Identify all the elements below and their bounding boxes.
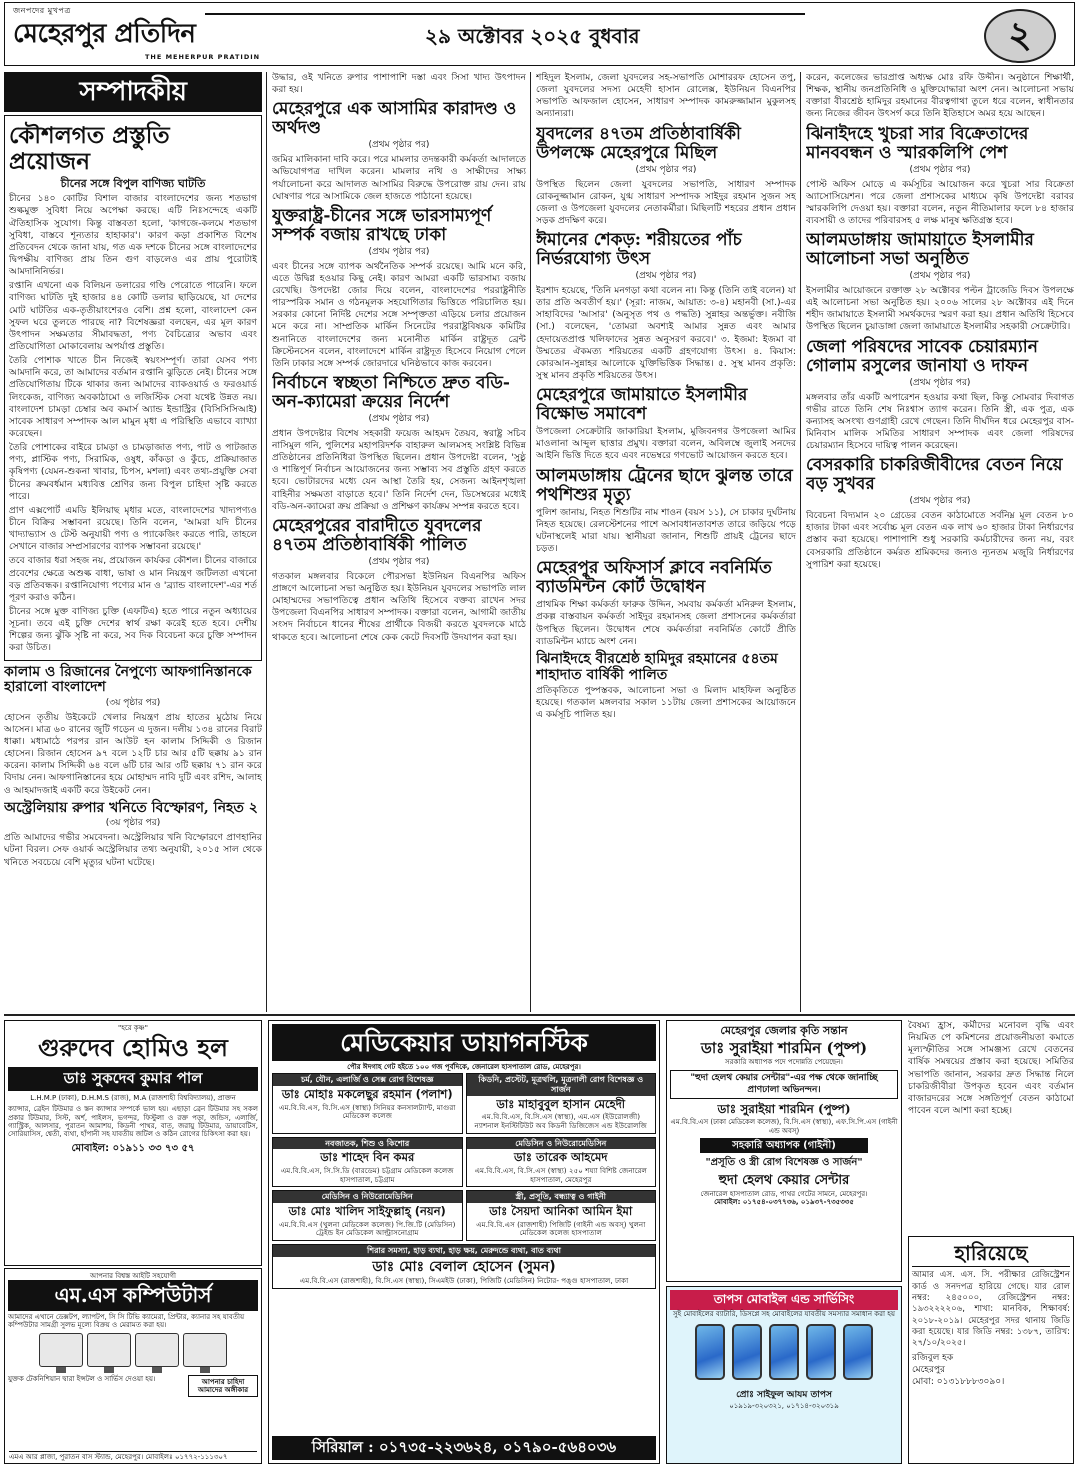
article-paragraph: ইরশাদ হয়েছে, 'তিনি মনগড়া কথা বলেন না। কিন্তু (তিনি তাই বলেন) যা তার প্রতি অবতীর্ণ হয়।' (সূরা: নাজম, আয়াত: ৩-৪) মহানবী (সা.)-এর সাহাবিদের 'আসার' (অনুসৃত পথ ও পদ্ধতি) সুন্নাহর অন্তর্ভুক্ত। নবীজি (সা.) বলেছেন, 'তোমরা অবশ্যই আমার সুন্নত এবং আমার হেদায়েতপ্রাপ্ত খলিফাদের সুন্নত অনুসরণ করবে।' ৩. ইজমা: ইজমা বা উম্মতের ঐকমত্য শরিয়তের একটি গ্রহণযোগ্য উৎস। ৪. কিয়াস: কোরআন-সুন্নাহর আলোকে যুক্তিভিত্তিক সিদ্ধান্ত। ৫. সুস্থ মানব প্রকৃতি: সুস্থ মানব প্রকৃতি শরিয়তের উৎস। (536, 285, 796, 381)
column-divider (530, 72, 531, 1012)
printer-icon (183, 1333, 227, 1367)
congrats-centre-phone: মোবাইল: ০১৭৫৪-০৩৭৭৩৬, ০১৯৩৭-৭৩৫৩৩৫ (714, 1197, 854, 1206)
issue-date: ২৯ অক্টোবর ২০২৫ বুধবার (425, 24, 640, 48)
article-paragraph: পুলিশ জানায়, নিহত শিশুটির নাম শাওন (বয়স ১১), সে চাকার দুর্ঘটনায় নিহত হয়েছে। রেলস্টেশনের পাশে অসাবধানতাবশত তারে জড়িয়ে পড়ে ঘটনাস্থলেই মারা যায়। স্থানীয়রা জানান, শিশুটি প্রায়ই ট্রেনের ছাদে চড়ত। (536, 506, 796, 555)
article-paragraph: তৈরি পোশাক খাতে চীন নিজেই স্বয়ংসম্পূর্ণ। তারা যেসব পণ্য আমদানি করে, তা আমাদের বর্তমান রপ্তানি ঝুড়িতে নেই। চীনের সঙ্গে প্রতিযোগিতায় টিকে থাকার জন্য আমাদের ব্যাকওয়ার্ড ও ফরওয়ার্ড লিংকেজ, বাণিজ্য অবকাঠামো ও লজিস্টিক সেবা যথেষ্ট উন্নত নয়। বাংলাদেশ চামড়া চেম্বার অব কমার্স অ্যান্ড ইন্ডাস্ট্রির (বিসিসিসিআই) সাবেক সাধারণ সম্পাদক আল মামুন মৃধা এ পরিস্থিতি এভাবে ব্যাখ্যা করেছেন। (9, 355, 257, 439)
headline-cricket: কালাম ও রিজানের নৈপুণ্যে আফগানিস্তানকে হারালো বাংলাদেশ (4, 663, 252, 696)
doctor-degree: এম.বি.বি.এস, বি.সি.এস (স্বাস্থ্য), এম.এস (ইউরোলজী) ন্যাশনাল ইনস্টিটিউট অব কিডনী ডিজিজেস এন্ড ইউরোলজি (474, 1112, 647, 1131)
doctor-degree: এম.বি.বি.এস, বি.সি.এস (স্বাস্থ্য) ২৫০ শয্যা বিশিষ্ট জেনারেল হাসপাতাল, মেহেরপুর (474, 1166, 647, 1184)
article-paragraph: চীনের ১৪০ কোটির বিশাল বাজার বাংলাদেশের জন্য শতভাগ শুল্কমুক্ত সুবিধা নিয়ে অপেক্ষা করছে। এটি নিঃসন্দেহে একটি ঐতিহাসিক সুযোগ। কিন্তু বাস্তবতা হলো, 'কাগজে-কলমে শতভাগ সুবিধা, বাস্তবে শূন্যতার হাহাকার'। কারণ কড়া প্রকাশিত বিশেষ প্রতিবেদন থেকে জানা যায়, গত এক দশকে চীনের সঙ্গে বাংলাদেশের দ্বিপক্ষীয় বাণিজ্য প্রায় তিন গুণ বাড়লেও এর প্রায় পুরোটাই আমদানিনির্ভর। (9, 193, 257, 278)
ads-divider (4, 1014, 1075, 1016)
newspaper-logo: মেহেরপুর প্রতিদিন (13, 19, 196, 49)
ad-ms-computers (4, 1268, 262, 1464)
ad-tagline: "হরে কৃষ্ণ" (118, 1024, 148, 1032)
article-paragraph: শহিদুল ইসলাম, জেলা যুবদলের সহ-সভাপতি মোশাররফ হোসেন তপু, জেলা যুবদলের সদস্য মেহেদী হাসান রোলেক্স, ইউনিয়ন বিএনপির সভাপতি আফজাল হোসেন, সাধারণ সম্পাদক কামরুজ্জামান মুকুলসহ অন্যান্যরা। (536, 72, 796, 120)
headline-jamaat-meeting: আলমডাঙ্গায় জামায়াতে ইসলামীর আলোচনা সভা অনুষ্ঠিত (806, 230, 1034, 270)
continued-label: (প্রথম পৃষ্ঠার পর) (635, 164, 697, 175)
headline-diplomacy: যুক্তরাষ্ট্র-চীনের সঙ্গে ভারসাম্যপূর্ণ সম্পর্ক বজায় রাখছে ঢাকা (272, 205, 492, 245)
editorial-headline: কৌশলগত প্রস্তুতি প্রয়োজন (9, 122, 170, 176)
ad-computer-body: আমাদের এখানে ডেক্সটপ, ল্যাপটপ, সি সি টিভি ক্যামেরা, প্রিন্টার, ক্যানার সহ যাবতীয় কম্পিউটার সামগ্রী সুলভ মূল্যে বিক্রয় ও মেরামত করা হয়। (8, 1312, 245, 1330)
monitor-icon (39, 1333, 83, 1367)
article-paragraph: প্রতি আমাদের গভীর সমবেদনা। অস্ট্রেলিয়ার খনি বিস্ফোরণে প্রাণহানির ঘটনা বিরল। সেফ ওয়ার্ক অস্ট্রেলিয়ার তথ্য অনুযায়ী, ২০১৫ সাল থেকে খনিতে সবচেয়ে বেশি মৃত্যুর ঘটনা ঘটেছে। (4, 832, 262, 868)
doctor-card (466, 1190, 657, 1241)
ad-homeo-hall (4, 1020, 262, 1266)
news-column-2 (272, 72, 526, 1012)
monitor-icon (87, 1333, 131, 1367)
computer-icons (8, 1333, 258, 1367)
congrats-centre: হুদা হেলথ কেয়ার সেন্টার (718, 1173, 850, 1189)
article-paragraph: তবে বাজার ধরা সহজ নয়, প্রয়োজন কার্যকর কৌশল। চীনের বাজারে প্রবেশের ক্ষেত্রে অশুল্ক বাধা, ভাষা ও মান নিয়ন্ত্রণ জটিলতা এখনো বড় প্রতিবন্ধক। রপ্তানিযোগ্য পণ্যের মান ও 'ব্র্যান্ড বাংলাদেশ'-এর শর্ত পূরণ করাও কঠিন। (9, 555, 257, 603)
headline-mine-blast: অস্ট্রেলিয়ায় রুপার খনিতে বিস্ফোরণ, নিহত ২ (4, 799, 258, 816)
doctor-speciality: মেডিসিন ও নিউরোমেডিসিন (467, 1138, 656, 1150)
editorial-column (4, 72, 262, 1012)
continued-label: (প্রথম পৃষ্ঠার পর) (368, 414, 430, 425)
page-number: ২ (984, 9, 1056, 63)
column-divider (266, 72, 267, 1012)
ad-homeo-doctor: ডাঃ সুকদেব কুমার পাল (8, 1067, 258, 1091)
ad-homeo-phone: মোবাইল: ০১৯১১ ৩৩ ৭৩ ৫৭ (71, 1142, 195, 1154)
article-paragraph: জমির মালিকানা দাবি করে। পরে মামলার তদন্তকারী কর্মকর্তা আদালতে অভিযোগপত্র দাখিল করেন। মামলার নথি ও সাক্ষীদের সাক্ষ্য পর্যালোচনা করে আদালত আসামির বিরুদ্ধে উপরোক্ত রায় দেন। রায় ঘোষণার পরে আসামিকে জেল হাজতে পাঠানো হয়েছে। (272, 154, 526, 202)
ad-congratulations (666, 1020, 902, 1282)
ad-homeo-body: ক্যান্সার, ব্রেইন টিউমার ও স্তন ক্যান্সার সম্পর্কে ভাল হয়। এছাড়া ব্রেন টিউমার সহ সকল প্রকার টিউমার, সিস্ট, অর্শ, পাইলস, ভগন্দর, ফিস্টুলা ও রক্ত পড়া, জন্ডিস, এলার্জি, গ্যাস্ট্রিক, আলসার, পুরাতন আমাশয়, কিডনী পাথর, বাত, জরায়ু টিউমার, ডায়াবেটিস, সোরিয়াসিস, শ্বেতী, ব্যথা, হাঁপানী সহ যাবতীয় জটিল ও কঠিন রোগের চিকিৎসা করা হয়। (8, 1105, 258, 1139)
headline-badminton: মেহেরপুর অফিসার্স ক্লাবে নবনির্মিত ব্যাডমিন্টন কোর্ট উদ্বোধন (536, 558, 772, 598)
doctor-card (272, 1137, 463, 1188)
headline-funeral: জেলা পরিষদের সাবেক চেয়ারম্যান গোলাম রসুলের জানাযা ও দাফন (806, 336, 1038, 376)
doctor-name: ডাঃ মোহাঃ মকলেছুর রহমান (পলাশ) (281, 1086, 453, 1101)
doctor-speciality: মেডিসিন ও নিউরোমেডিসিন (273, 1191, 462, 1203)
doctor-degree: এম.বি.বি.এস (রাজশাহী), বি.সি.এস (স্বাস্থ্য), সিএমইউ (ঢাকা), পিজিটি (মেডিসিন) নিটোর- পঙ্গু হাসপাতাল, ঢাকা (299, 1276, 629, 1286)
headline-jubodal-baradi: মেহেরপুরের বারাদীতে যুবদলের ৪৭তম প্রতিষ্ঠাবার্ষিকী পালিত (272, 515, 482, 555)
ad-diag-address: পৌর ঈদগাহ গেট হইতে ১০০ গজ পূর্বদিকে, জেনারেল হাসপাতাল রোড, মেহেরপুর। (347, 1063, 581, 1071)
doctor-card (466, 1073, 657, 1133)
article-paragraph: প্রাণ এক্সপোর্ট এমডি ইলিয়াছ মৃধার মতে, বাংলাদেশের খাদ্যপণ্যও চীনে বিক্রির সম্ভাবনা রয়েছে। তিনি বলেন, 'আমরা যদি চীনের খাদ্যাভ্যাস ও টেস্ট অনুযায়ী পণ্য ও প্যাকেজিং করতে পারি, তাহলে সেখানে বাজার সম্প্রসারণের ব্যাপক সম্ভাবনা রয়েছে।' (9, 504, 257, 553)
congrats-name-2: ডাঃ সুরাইয়া শারমিন (পুষ্প) (717, 1102, 851, 1117)
masthead-rule (205, 13, 805, 15)
doctor-degree: এম.বি.বি.এস (খুলনা মেডিকেল কলেজ) পি.জি.টি (মেডিসিন) ট্রেইন্ড ইন মেডিকেল আল্ট্রাসনোগ্রাম (279, 1219, 456, 1238)
doctor-card (466, 1137, 657, 1188)
congrats-wish: "হুদা হেলথ কেয়ার সেন্টার"-এর পক্ষ থেকে জানাচ্ছি প্রাণঢালা অভিনন্দন। (670, 1070, 898, 1100)
doctor-speciality: চর্ম, যৌন, এলার্জি ও সেক্স রোগ বিশেষজ্ঞ (273, 1074, 462, 1086)
ad-diag-serial: সিরিয়াল : ০১৭৩৫-২২৩৬২৪, ০১৭৯০-৫৬৪০৩৬ (272, 1436, 656, 1460)
continued-label: (৩য় পৃষ্ঠার পর) (105, 818, 161, 829)
article-paragraph: উপজেলা সেক্রেটারি জাকারিয়া ইসলাম, মুজিবনগর উপজেলা আমির মাওলানা আব্দুল ছাত্তার প্রমুখ। বক্তারা বলেন, অবিলম্বে জুলাই সনদের আইনি ভিত্তি দিতে হবে এবং নভেম্বরে গণভোট আয়োজন করতে হবে। (536, 426, 796, 462)
ad-computer-address: এমএ আর প্লাজা, পুরাতন বাস স্ট্যান্ড, মেহেরপুর। মোবাইলঃ ০১৭৭২-১১১৩০৭ (9, 1451, 257, 1461)
continued-label: (প্রথম পৃষ্ঠার পর) (368, 140, 430, 151)
headline-train-accident: আলমডাঙ্গায় ট্রেনের ছাদে ঝুলন্ত তারে পথশিশুর মৃত্যু (536, 465, 793, 505)
smartphone-icon (769, 1324, 799, 1380)
news-column-4 (806, 72, 1074, 1012)
doctor-name: ডাঃ সৈয়দা আনিকা আমিন ইমা (489, 1203, 633, 1218)
section-title-editorial: সম্পাদকীয় (4, 72, 262, 112)
article-paragraph: তৈরি পোশাকের বাইরে চামড়া ও চামড়াজাত পণ্য, পাট ও পাটজাত পণ্য, প্লাস্টিক পণ্য, সিরামিক, ওষুধ, কাঁকড়া ও কুঁচে, প্রক্রিয়াজাত কৃষিপণ্য (যেমন-শুকনা খাবার, চিপস, মশলা) এবং তথ্য-প্রযুক্তি সেবা চীনের ক্রমবর্ধমান মধ্যবিত্ত শ্রেণির জন্য বিপুল চাহিদা সৃষ্টি করতে পারে। (9, 442, 257, 502)
article-paragraph: উদ্ধার, ওই খনিতে রুপার পাশাপাশি দস্তা এবং সিসা খাদ্য উৎপাদন করা হয়। (272, 72, 526, 96)
lost-notice (908, 1236, 1074, 1464)
lost-notice-body: আমার এস. এস. সি. পরীক্ষার রেজিস্ট্রেশন কার্ড ও সনদপত্র হারিয়ে গেছে। যার রোল নম্বর: ২৪৫০০০, রেজিস্ট্রেশন নম্বর: ১৯৩২২২২০৬, শাখা: মানবিক, শিক্ষাবর্ষ: ২০১৮-২০১৯। মেহেরপুর সদর থানায় জিডি করা হয়েছে। যার জিডি নম্বর: ১৩৮৭, তারিখ: ২৭/১০/২০২৫। (912, 1270, 1070, 1349)
ad-tagline: আপনার বিশ্বস্ত আইটি সহযোগী (90, 1272, 176, 1280)
masthead (4, 2, 1075, 66)
doctor-degree: এম.বি.বি.এস (রাজশাহী) পিজিটি (গাইনী এন্ড অবস্) খুলনা মেডিকেল কলেজ হাসপাতাল (476, 1219, 646, 1238)
doctor-speciality: স্ত্রী, প্রসূতি, বন্ধ্যাত্ব ও গাইনী (467, 1191, 656, 1203)
headline-fertilizer: ঝিনাইদহে খুচরা সার বিক্রেতাদের মানববন্ধন ও স্মারকলিপি পেশ (806, 123, 1029, 163)
continued-label: (প্রথম পৃষ্ঠার পর) (635, 271, 697, 282)
ad-diag-title: মেডিকেয়ার ডায়াগনস্টিক (272, 1024, 656, 1061)
congrats-speciality: "প্রসূতি ও স্ত্রী রোগ বিশেষজ্ঞ ও সার্জন" (705, 1157, 863, 1169)
ad-mobile-servicing (666, 1286, 902, 1464)
congrats-title: মেহেরপুর জেলার কৃতি সন্তান (720, 1024, 848, 1037)
headline-jamaat-rally: মেহেরপুরে জামায়াতে ইসলামীর বিক্ষোভ সমাবেশ (536, 385, 748, 425)
smartphone-icon (806, 1324, 836, 1380)
doctor-card (272, 1244, 656, 1289)
ad-medicare-diagnostic (268, 1020, 660, 1464)
smartphone-icon (732, 1324, 762, 1380)
article-paragraph: এবং চীনের সঙ্গে ব্যাপক অর্থনৈতিক সম্পর্ক রয়েছে। আমি মনে করি, এতে উদ্বিগ্ন হওয়ার কিছু নেই। কারণ আমরা একটি ভারসাম্য বজায় রেখেছি। উপদেষ্টা জোর দিয়ে বলেন, বাংলাদেশের পররাষ্ট্রনীতি পারস্পরিক সমান ও গঠনমূলক সহযোগিতার ভিত্তিতে পরিচালিত হয়। সরকার কোনো নির্দিষ্ট দেশের সঙ্গে সম্পৃক্ততা এড়িয়ে চলার প্রয়োজন মনে করে না। সাম্প্রতিক মার্কিন সিনেটের পররাষ্ট্রবিষয়ক কমিটির শুনানিতে বাংলাদেশের জন্য মনোনীত মার্কিন রাষ্ট্রদূত ব্রেন্ট ক্রিস্টেনসেন বলেন, বাংলাদেশে মার্কিন রাষ্ট্রদূত হিসেবে নিয়োগ পেলে তিনি ঢাকার সঙ্গে সম্পর্ক জোরদারে ঘনিষ্ঠভাবে কাজ করবেন। (272, 260, 526, 369)
headline-religion: ঈমানের শেকড়: শরীয়তের পাঁচ নির্ভরযোগ্য উৎস (536, 230, 742, 270)
ad-homeo-degree: L.H.M.P (ঢাকা), D.H.M.S (রাজ), M.A (রাজশাহী বিশ্ববিদ্যালয়), প্রাক্তন (30, 1093, 236, 1102)
doctor-degree: এম.বি.বি.এস, সি.সি.ডি (বারডেম) চট্টগ্রাম মেডিকেল কলেজ হাসপাতাল, চট্টগ্রাম (280, 1166, 454, 1184)
continued-label: (প্রথম পৃষ্ঠার পর) (909, 164, 971, 175)
smartphone-icon (843, 1324, 873, 1380)
continued-label: (প্রথম পৃষ্ঠার পর) (368, 556, 430, 567)
lost-notice-name: রজিবুল হক (912, 1352, 954, 1363)
headline-salary: বেসরকারি চাকরিজীবীদের বেতন নিয়ে বড় সুখবর (806, 455, 1063, 495)
continued-label: (প্রথম পৃষ্ঠার পর) (368, 246, 430, 257)
article-paragraph: বিবেচনা বিদ্যমান ২০ গ্রেডের বেতন কাঠামোতে সর্বনিম্ন মূল বেতন ৮০ হাজার টাকা এবং সর্বোচ্চ মূল বেতন এক লাখ ৬০ হাজার টাকা নির্ধারণের প্রস্তাব করা হয়েছে। পাশাপাশি শুধু সরকারি কর্মচারীদের জন্য নয়, বরং বেসরকারি প্রতিষ্ঠানে কর্মরত শ্রমিকদের জন্যও ন্যূনতম মজুরি নির্ধারণের সুপারিশ করা হয়েছে। (806, 510, 1074, 570)
lost-notice-phone: মোবা: ০১৩১৮৮৮৩০৯০। (912, 1376, 1005, 1387)
congrats-centre-address: জেনারেল হাসপাতাল রোড, পাথর গেটের সামনে, মেহেরপুর। (700, 1189, 868, 1198)
editorial-subheadline: চীনের সঙ্গে বিপুল বাণিজ্য ঘাটতি (60, 176, 206, 190)
article-paragraph: প্রতিকৃতিতে পুষ্পস্তবক, আলোচনা সভা ও মিলাদ মাহফিল অনুষ্ঠিত হয়েছে। গতকাল মঙ্গলবার সকাল ১১টায় জেলা প্রশাসকের আয়োজনে এ কর্মসূচি পালিত হয়। (536, 685, 796, 721)
headline-body-camera: নির্বাচনে স্বচ্ছতা নিশ্চিতে দ্রুত বডি-অন-ক্যামেরা ক্রয়ের নির্দেশ (272, 372, 510, 413)
article-paragraph: প্রধান উপদেষ্টার বিশেষ সহকারী ফয়েজ আহমদ তৈয়ব, স্বরাষ্ট্র সচিব নাসিমুল গনি, পুলিশের মহাপরিদর্শক বাহারুল আলমসহ সংশ্লিষ্ট বিভিন্ন প্রতিষ্ঠানের প্রতিনিধিরা উপস্থিত ছিলেন। প্রধান উপদেষ্টা বলেন, 'সুষ্ঠু ও শান্তিপূর্ণ নির্বাচন আয়োজনের জন্য সম্ভাব্য সব প্রস্তুতি গ্রহণ করতে হবে। ভোটারদের মধ্যে যেন আস্থা তৈরি হয়, সেজন্য আইনশৃঙ্খলা বাহিনীর সক্ষমতা বাড়াতে হবে।' তিনি নির্দেশ দেন, ডিসেম্বরের মধ্যেই বডি-অন-ক্যামেরা ক্রয় প্রক্রিয়া ও প্রশিক্ষণ কার্যক্রম সম্পন্ন করতে হবে। (272, 427, 526, 512)
congrats-badge: সহকারি অধ্যাপক (গাইনী) (700, 1138, 868, 1153)
ad-computer-badge: আপনার চাহিদা আমাদের অঙ্গীকার (188, 1375, 258, 1398)
continued-label: (৩য় পৃষ্ঠার পর) (105, 697, 161, 708)
article-paragraph: করেন, কলেজের ভারপ্রাপ্ত অধ্যক্ষ মোঃ রফি উদ্দীন। অনুষ্ঠানে শিক্ষার্থী, শিক্ষক, স্থানীয় জনপ্রতিনিধি ও মুক্তিযোদ্ধারা অংশ নেন। আলোচনা সভায় বক্তারা বীরশ্রেষ্ঠ হামিদুর রহমানের বীরত্বগাথা তুলে ধরে বলেন, স্বাধীনতার জন্য নিজের জীবন উৎসর্গ করে তিনি ইতিহাসে অমর হয়ে আছেন। (806, 72, 1074, 120)
doctor-speciality: নবজাতক, শিশু ও কিশোর (273, 1138, 462, 1150)
ad-computer-sub: যুক্তক টেকনিশিয়ান দ্বারা ইন্সটল ও সার্ভিস দেওয়া হয়। (8, 1374, 156, 1383)
column-divider (800, 72, 801, 1012)
ad-mobile-sub: সুই মোবাইলের ব্যাটারি, ডিসপ্লে সহ মোবাইলের যাবতীয় সমস্যার সমাধান করা হয় (672, 1309, 896, 1318)
ad-computer-title: এম.এস কম্পিউটার্স (8, 1280, 258, 1310)
article-paragraph: পোস্ট অফিস মোড়ে এ কর্মসূচির আয়োজন করে খুচরা সার বিক্রেতা অ্যাসোসিয়েশন। পরে জেলা প্রশাসকের মাধ্যমে কৃষি উপদেষ্টা বরাবর স্মারকলিপি দেওয়া হয়। বক্তারা বলেন, নতুন নীতিমালার ফলে ৮৪ হাজার ব্যবসায়ী ও তাদের পরিবারসহ ৫ লক্ষ মানুষ ক্ষতিগ্রস্ত হবে। (806, 178, 1074, 226)
article-paragraph: ইসলামীর আয়োজনে রক্তাক্ত ২৮ অক্টোবর পল্টন ট্রাজেডি দিবস উপলক্ষে এই আলোচনা সভা অনুষ্ঠিত হয়। ২০০৬ সালের ২৮ অক্টোবর এই দিনে শহীদ জামায়াতে ইসলামী সমর্থকদের স্মরণ করা হয়। প্রধান অতিথি হিসেবে উপস্থিত ছিলেন চুয়াডাঙ্গা জেলা জামায়াতে ইসলামীর সহকারী সেক্রেটারি। (806, 285, 1074, 333)
masthead-tagline: জনপদের মুখপত্র (13, 6, 71, 15)
news-column-3 (536, 72, 796, 1012)
salary-continuation (908, 1020, 1074, 1232)
article-paragraph: প্রাথমিক শিক্ষা কর্মকর্তা ফারুক উদ্দিন, সমবায় কর্মকর্তা মনিরুল ইসলাম, প্রকল্প বাস্তবায়ন কর্মকর্তা সাইদুর রহমানসহ জেলা প্রশাসনের কর্মকর্তারা উপস্থিত ছিলেন। উদ্বোধন শেষে কর্মকর্তারা নবনির্মিত কোর্টে প্রীতি ব্যাডমিন্টন ম্যাচে অংশ নেন। (536, 599, 796, 647)
continued-label: (প্রথম পৃষ্ঠার পর) (909, 377, 971, 388)
doctor-name: ডাঃ শাহেদ বিন কমর (320, 1150, 415, 1165)
article-paragraph: উপস্থিত ছিলেন জেলা যুবদলের সভাপতি, সাধারণ সম্পাদক রোকনুজ্জামান রোকন, যুগ্ম সাধারণ সম্পাদক সাইদুর রহমান সুজন সহ জেলা ও উপজেলা যুবদলের নেতাকর্মীরা। মিছিলটি শহরের প্রধান প্রধান সড়ক প্রদক্ষিণ করে। (536, 178, 796, 226)
newspaper-logo-english: THE MEHERPUR PRATIDIN (145, 53, 261, 61)
doctor-speciality: কিডনি, প্রস্টেট, মূত্রথলি, মূত্রনালী রোগ বিশেষজ্ঞ ও সার্জন (467, 1074, 656, 1095)
headline-jubodal-rally: যুবদলের ৪৭তম প্রতিষ্ঠাবার্ষিকী উপলক্ষে মেহেরপুরে মিছিল (536, 123, 741, 163)
doctor-name: ডাঃ মোঃ খালিদ সাইফুল্লাহ্ (নয়ন) (288, 1203, 446, 1218)
article-paragraph: হোসেন তৃতীয় উইকেটে খেলার নিয়ন্ত্রণ প্রায় হাতের মুঠোয় নিয়ে আসেন। মাত্র ৬০ রানের জুটি গড়েন এ দুজন। দলীয় ১৩৪ রানের বিরাট ধাক্কা। মধ্যমাঠে পরপর রান আউট হন কালাম সিদ্দিকী ও রিজান হোসেন। রিজান হোসেন ৯৭ বলে ১২টি চার আর ৫টি ছক্কায় ৯১ রান করেন। কালাম সিদ্দিকী ৬৪ বলে ৬টি চার আর ৩টি ছক্কায় ৭১ রান করে বিদায় নেন। আফগানিস্তানের হয়ে মোহাম্মদ নাবি দুটি এবং রশিদ, আলাহ ও আহমাদজাই একটি করে উইকেট নেন। (4, 711, 262, 796)
article-paragraph: বৈষম্য হ্রাস, কর্মীদের মনোবল বৃদ্ধি এবং নিয়মিত পে কমিশনের প্রয়োজনীয়তা কমাতে মূল্যস্ফীতির সঙ্গে সামঞ্জস্য রেখে বেতনের বার্ষিক সমন্বয়ের প্রস্তাব করা হয়েছে। সমিতির সভাপতি জানান, সরকার দ্রুত সিদ্ধান্ত নিলে চাকরিজীবীরা উপকৃত হবেন এবং বর্তমান বাজারদরের সঙ্গে সঙ্গতিপূর্ণ বেতন কাঠামো পাবেন বলে আশা করা হচ্ছে। (908, 1020, 1074, 1116)
doctor-speciality: শিরার সমস্যা, হাড় ব্যথা, হাড় ক্ষয়, মেরুদন্ডে ব্যথা, বাত ব্যথা (273, 1245, 655, 1257)
article-paragraph: চীনের সঙ্গে মুক্ত বাণিজ্য চুক্তি (এফটিএ) হতে পারে নতুন অধ্যায়ের সূচনা। তবে এই চুক্তি দেশের স্বার্থ রক্ষা করেই হতে হবে। দেশীয় শিল্পের জন্য ঝুঁকি সৃষ্টি না করে, সব দিক বিবেচনা করে চুক্তি সম্পাদন করা উচিত। (9, 605, 257, 654)
congrats-degree: এম.বি.বি.এস (ঢাকা মেডিকেল কলেজ), বি.সি.এস (স্বাস্থ্য), এফ.সি.পি.এস (গাইনী এন্ড অবস্) (670, 1118, 898, 1135)
phone-icons (670, 1324, 898, 1384)
congrats-name: ডাঃ সুরাইয়া শারমিন (পুষ্প) (700, 1038, 868, 1057)
article-paragraph: মঙ্গলবার তাঁর একটি অপারেশন হওয়ার কথা ছিল, কিন্তু সোমবার দিবাগত গভীর রাতে তিনি শেষ নিঃশ্বাস ত্যাগ করেন। তিনি স্ত্রী, এক পুত্র, এক কন্যাসহ অসংখ্য গুণগ্রাহী রেখে গেছেন। তিনি দীর্ঘদিন ধরে মেহেরপুর বাস-মিনিবাস মালিক সমিতির সাধারণ সম্পাদক এবং জেলা পরিষদের চেয়ারম্যান হিসেবে দায়িত্ব পালন করেছেন। (806, 391, 1074, 452)
ad-homeo-title: গুরুদেব হোমিও হল (38, 1033, 228, 1063)
smartphone-icon (695, 1324, 725, 1380)
headline-verdict: মেহেরপুরে এক আসামির কারাদণ্ড ও অর্থদণ্ড (272, 99, 517, 139)
doctor-name: ডাঃ তারেক আহমেদ (514, 1150, 608, 1165)
doctor-card (272, 1190, 463, 1241)
continued-label: (প্রথম পৃষ্ঠার পর) (909, 496, 971, 507)
doctor-degree: এম.বি.বি.এস, বি.সি.এস (স্বাস্থ্য) সিনিয়র কনসালট্যান্ট, মাগুরা মেডিকেল কলেজ (279, 1102, 456, 1121)
ad-mobile-phone: ০১৯১৯-৩২০৩২১, ০১৭১৪-৩২০৩১৯ (729, 1402, 839, 1411)
doctor-name: ডাঃ মাহাবুবুল হাসান মেহেদী (496, 1096, 626, 1111)
continued-label: (প্রথম পৃষ্ঠার পর) (909, 271, 971, 282)
lost-notice-title: হারিয়েছে (912, 1240, 1070, 1267)
lost-notice-place: মেহেরপুর (912, 1364, 946, 1375)
congrats-line: সরকারি অধ্যাপক পদে পদোন্নতি পেয়েছেন। (725, 1058, 843, 1067)
doctor-card (272, 1073, 463, 1133)
article-paragraph: গতকাল মঙ্গলবার বিকেলে পৌরসভা ইউনিয়ন বিএনপির অফিস প্রাঙ্গণে আলোচনা সভা অনুষ্ঠিত হয়। ইউনিয়ন যুবদলের সভাপতি লাল মোহাম্মদের সভাপতিত্বে প্রধান অতিথি হিসেবে বক্তব্য রাখেন সদর উপজেলা বিএনপির সাধারণ সম্পাদক। বক্তারা বলেন, আগামী জাতীয় সংসদ নির্বাচনে ধানের শীষের প্রার্থীকে বিজয়ী করতে যুবদলকে মাঠে থাকতে হবে। আলোচনা শেষে কেক কেটে দিবসটি উদযাপন করা হয়। (272, 570, 526, 643)
doctor-name: ডাঃ মোঃ বেলাল হোসেন (সুমন) (372, 1258, 556, 1275)
cctv-icon (135, 1333, 179, 1367)
headline-hamidur: ঝিনাইদহে বীরশ্রেষ্ঠ হামিদুর রহমানের ৫৪তম শাহাদাত বার্ষিকী পালিত (536, 650, 778, 683)
article-paragraph: রপ্তানি এখনো এক বিলিয়ন ডলারের গণ্ডি পেরোতে পারেনি। ফলে বাণিজ্য ঘাটতি দুই হাজার ৪৪ কোটি ডলার ছাড়িয়েছে, যা দেশের মোট ঘাটতির এক-তৃতীয়াংশেরও বেশি। প্রশ্ন হলো, বাংলাদেশ কেন সুফল ঘরে তুলতে পারছে না? বিশেষজ্ঞরা বলছেন, এর মূল কারণ উৎপাদন সক্ষমতার সীমাবদ্ধতা, পণ্য বৈচিত্র্যের অভাব এবং প্রতিযোগিতা মোকাবেলায় অপর্যাপ্ত প্রস্তুতি। (9, 280, 257, 353)
ad-mobile-owner: প্রোঃ সাইফুল আযম তাপস (736, 1390, 832, 1401)
ad-mobile-title: তাপস মোবাইল এন্ড সার্ভিসিং (670, 1290, 898, 1310)
